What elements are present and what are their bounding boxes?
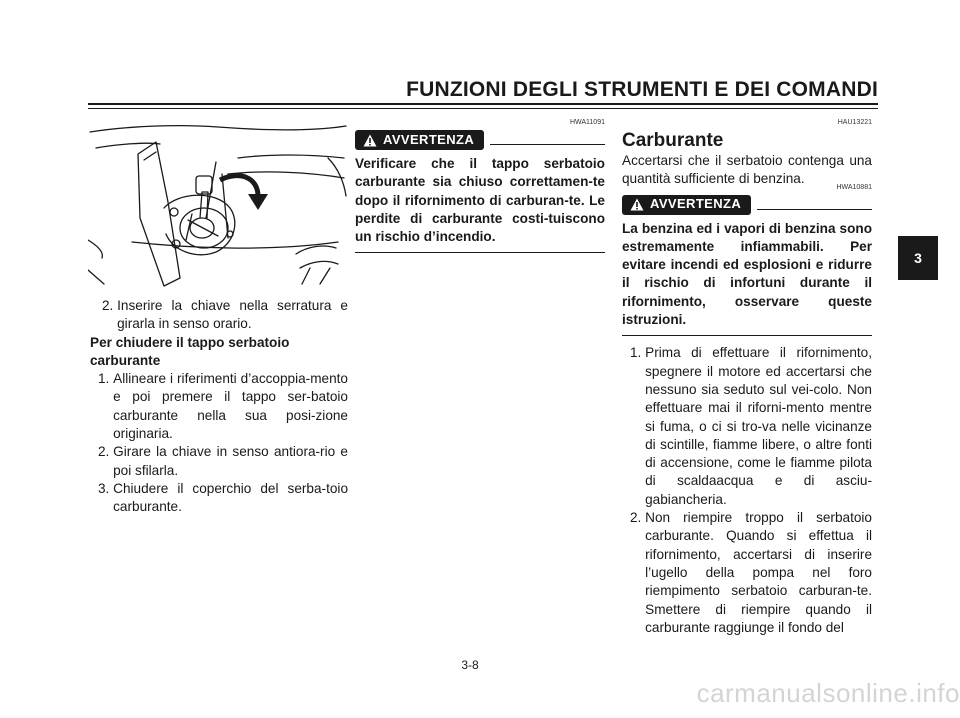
warning-rule <box>490 144 605 145</box>
intro-paragraph: Accertarsi che il serbatoio contenga una quantità sufficiente di benzina. <box>622 153 872 187</box>
list-number: 2. <box>630 510 646 526</box>
list-text: Girare la chiave in senso antiora-rio e poi sfilarla. <box>113 444 348 478</box>
warning-badge <box>355 130 484 150</box>
list-text: Allineare i riferimenti d’accoppia-mento e poi premere il tappo ser-batoio carburante nella sua posi-zione originaria. <box>113 371 348 442</box>
page-number: 3-8 <box>461 658 479 672</box>
header-divider <box>88 103 878 105</box>
warning-end-rule <box>622 335 872 336</box>
list-number: 1. <box>630 345 646 361</box>
column-right <box>622 118 872 637</box>
list-text: Chiudere il coperchio del serba-toio carburante. <box>113 480 348 515</box>
warning-end-rule <box>355 252 605 253</box>
fuel-cap-illustration <box>88 118 350 290</box>
warning-text: La benzina ed i vapori di benzina sono estremamente infiammabili. Per evitare incendi ed esplosioni e ridurre il rischio di infortuni durante il rifornimento, osservare queste istruzioni. <box>622 220 872 328</box>
watermark: carmanualsonline.info <box>696 678 960 708</box>
reference-code: HAU13221 <box>837 119 872 126</box>
subheading-close-cap <box>90 334 348 371</box>
list-item <box>622 509 872 637</box>
warning-header <box>622 195 872 215</box>
warning-label: AVVERTENZA <box>650 196 742 212</box>
warning-icon <box>630 198 644 211</box>
warning-badge <box>622 195 751 215</box>
column-left <box>90 297 348 517</box>
list-item <box>90 443 348 480</box>
list-number: 2. <box>102 298 118 313</box>
list-text: Non riempire troppo il serbatoio carburante. Quando si effettua il rifornimento, accertarsi di inserire l’ugello della pompa nel foro riempimento serbatoio carburan-te. Smettere di riempire quando il carburante raggiunge il fondo del <box>645 510 872 635</box>
column-middle <box>355 118 605 261</box>
chapter-tab: 3 <box>898 236 938 280</box>
warning-text: Verificare che il tappo serbatoio carburante sia chiuso correttamen-te dopo il rifornimento di carburan-te. Le perdite di carburante costi-tuiscono un rischio d’incendio. <box>355 156 605 245</box>
reference-code: HWA11091 <box>569 119 605 126</box>
list-text: Inserire la chiave nella serratura e girarla in senso orario. <box>117 298 348 332</box>
header-divider-thin <box>88 108 878 109</box>
subheading-line: carburante <box>90 352 161 368</box>
warning-icon <box>363 134 377 147</box>
warning-rule <box>757 209 872 210</box>
list-number: 2. <box>98 444 114 460</box>
list-item <box>90 480 348 517</box>
warning-label: AVVERTENZA <box>383 131 475 147</box>
subheading-line: Per chiudere il tappo serbatoio <box>90 334 290 350</box>
list-text: Prima di effettuare il rifornimento, spegnere il motore ed accertarsi che nessuno sia seduto sul vei-colo. Non effettuare mai il riforni-mento mentre si fuma, o ci si tro-va nelle vicinanze di scintille, fiamme libere, o altre fonti di accensione, come le fiamme pilota di scaldaacqua e di asciu-gabiancheria. <box>645 345 872 507</box>
section-title: Carburante <box>622 130 724 151</box>
page-header-title: FUNZIONI DEGLI STRUMENTI E DEI COMANDI <box>406 78 878 101</box>
warning-header <box>355 130 605 150</box>
reference-code: HWA10881 <box>836 183 872 191</box>
list-number: 3. <box>98 480 114 496</box>
list-item <box>622 344 872 509</box>
list-number: 1. <box>98 371 114 387</box>
list-item <box>90 297 348 334</box>
list-item <box>90 370 348 443</box>
